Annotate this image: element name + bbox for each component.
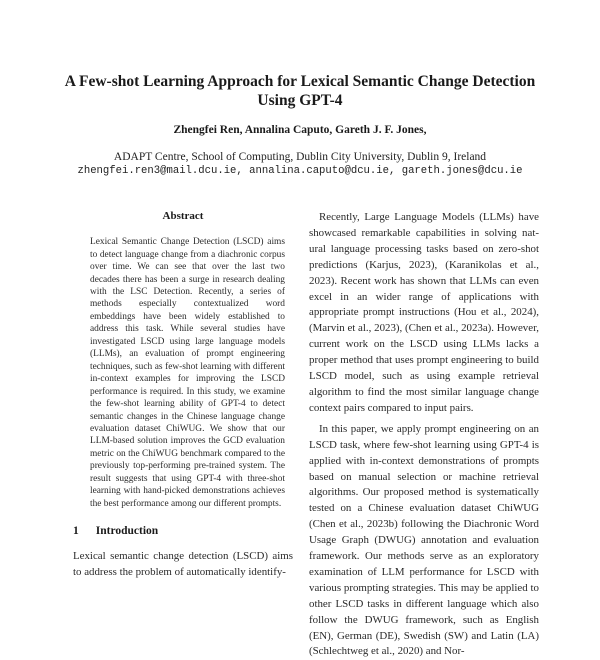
paper-authors: Zhengfei Ren, Annalina Caputo, Gareth J. F. Jones, xyxy=(173,124,427,136)
paper-title xyxy=(0,72,600,110)
paper-affiliation: ADAPT Centre, School of Computing, Dublin City University, Dublin 9, Ireland xyxy=(113,151,487,163)
paper-title-line-2: Using GPT-4 xyxy=(257,92,343,109)
paragraph: Recently, Large Language Models (LLMs) have showcased remarkable capabilities in solving natural language processing tasks based on zero-shot predictions (Karjus, 2023), (Karanikolas et al., 2023). Recent work has shown that LLMs can even excel in an wider range of applications with appropriate prompt instructions (Hou et al., 2024), (Marvin et al., 2023), (Chen et al., 2023a). However, current work on the LSCD using LLMs lacks a proper method that uses prompt engineering to build LSCD model, such as using example retrieval algorithm to find the most similar language change context pairs compared to input pairs. xyxy=(309,211,539,414)
left-column xyxy=(73,210,293,581)
right-column xyxy=(309,210,539,660)
paper-title-line-1: A Few-shot Learning Approach for Lexical Semantic Change Detection xyxy=(64,73,536,90)
section-heading-introduction xyxy=(73,525,293,537)
introduction-text: Lexical semantic change detection (LSCD) aims to address the problem of automatically identify- xyxy=(73,550,293,579)
abstract-text: Lexical Semantic Change Detection (LSCD) aims to detect language change from a diachronic corpus over time. We can see that over the last two decades there has been a surge in research dealing with the LSC Detection. Recently, a series of methods especially contextualized word embeddings have been widely established to address this task. While several studies have investigated LSCD using large language models (LLMs), an evaluation of prompt engineering techniques, such as few-shot learning with different in-context examples for improving the LSCD performance is required. In this study, we examine the few-shot learning ability of GPT-4 to detect semantic changes in the Chinese language change evaluation dataset ChiWUG. We show that our LLM-based solution improves the GCD evaluation metric on the ChiWUG benchmark compared to the previously top-performing pre-trained system. The result suggests that using GPT-4 with three-shot learning with hand-picked demonstrations achieves the best performance among our different prompts. xyxy=(90,237,285,509)
paper-emails: zhengfei.ren3@mail.dcu.ie, annalina.caputo@dcu.ie, gareth.jones@dcu.ie xyxy=(77,165,523,177)
abstract-heading: Abstract xyxy=(162,210,204,222)
paragraph: In this paper, we apply prompt engineering on an LSCD task, where few-shot learning using GPT-4 is applied with in-context demonstrations of prompts based on manual selection or machine retrieval algorithms. Our proposed method is systematically tested on a Chinese evaluation dataset ChiWUG (Chen et al., 2023b) following the Diachronic Word Usage Graph (DWUG) annotation and evaluation framework. Our methods serve as an exploratory examination of LLM performance for LSCD with various prompting strategies. This may be applied to other LSCD tasks in different language which also follow the DWUG framework, such as English (EN), German (DE), Swedish (SW) and Latin (LA) (Schlechtweg et al., 2020) and Nor- xyxy=(309,422,539,658)
section-number: 1 xyxy=(73,525,79,538)
section-title: Introduction xyxy=(95,525,159,538)
